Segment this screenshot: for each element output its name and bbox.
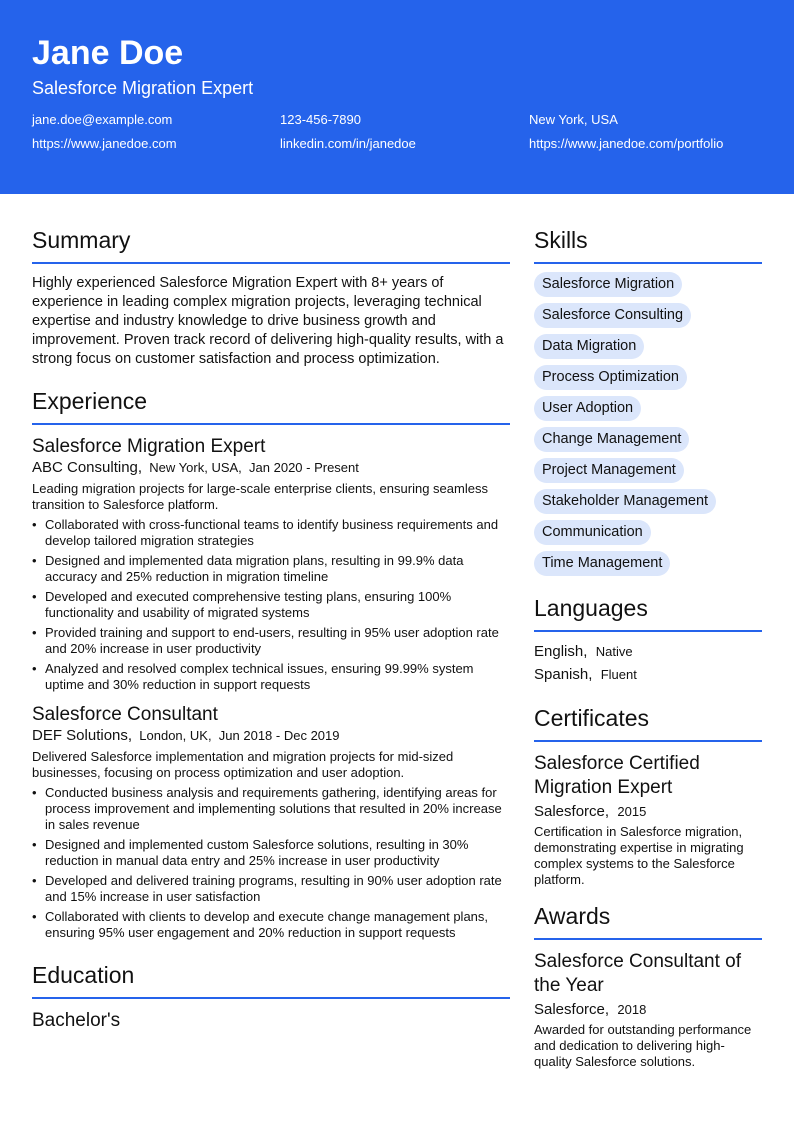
language-level: Native [595, 644, 633, 659]
award-meta [534, 1000, 762, 1020]
skills-list [534, 272, 762, 582]
job-entry [32, 703, 510, 941]
awards-heading: Awards [534, 902, 762, 940]
skill-tag: Project Management [534, 458, 684, 483]
job-company: ABC Consulting, [32, 459, 143, 476]
achievement-item: • Collaborated with clients to develop and execute change management plans, ensuring 95% user engagement and 20% reduction in support requests [32, 909, 510, 941]
award-year: 2018 [617, 1002, 647, 1017]
language-name: Spanish, [534, 666, 593, 683]
skills-heading: Skills [534, 226, 762, 264]
certificate-issuer: Salesforce, [534, 803, 610, 820]
resume-header [0, 0, 794, 194]
skill-tag: Process Optimization [534, 365, 687, 390]
portfolio-link[interactable]: https://www.janedoe.com/portfolio [529, 136, 724, 151]
experience-heading: Experience [32, 387, 510, 425]
achievement-item: • Provided training and support to end-users, resulting in 95% user adoption rate and 20% increase in user productivity [32, 625, 510, 657]
summary-heading: Summary [32, 226, 510, 264]
right-column [534, 194, 762, 1070]
languages-list [534, 640, 762, 686]
job-title: Salesforce Consultant [32, 704, 218, 725]
achievement-item: • Analyzed and resolved complex technical issues, ensuring 99.99% system uptime and 30% reduction in support requests [32, 661, 510, 693]
award-description: Awarded for outstanding performance and dedication to delivering high-quality Salesforce solutions. [534, 1022, 752, 1069]
linkedin-link[interactable]: linkedin.com/in/janedoe [280, 136, 416, 151]
language-item [534, 663, 762, 686]
award-entry [534, 950, 762, 1070]
website-link[interactable]: https://www.janedoe.com [32, 136, 177, 151]
skill-tag: Data Migration [534, 334, 644, 359]
language-level: Fluent [600, 667, 637, 682]
job-dates: Jun 2018 - Dec 2019 [218, 728, 340, 743]
education-heading: Education [32, 961, 510, 999]
job-description: Delivered Salesforce implementation and migration projects for mid-sized businesses, focusing on process optimization and user adoption. [32, 749, 454, 780]
achievement-item: • Conducted business analysis and requirements gathering, identifying areas for process improvement and implementing solutions that resulted in 20% increase in sales revenue [32, 785, 510, 833]
job-meta [32, 727, 510, 745]
award-name: Salesforce Consultant of the Year [534, 951, 742, 996]
achievement-item: • Designed and implemented data migration plans, resulting in 99.9% data accuracy and 25% reduction in migration timeline [32, 553, 510, 585]
email-link[interactable]: jane.doe@example.com [32, 112, 173, 127]
certificate-description: Certification in Salesforce migration, demonstrating expertise in migrating complex systems to the Salesforce platform. [534, 824, 744, 887]
achievement-item: • Collaborated with cross-functional teams to identify business requirements and develop tailored migration strategies [32, 517, 510, 549]
skill-tag: Stakeholder Management [534, 489, 716, 514]
job-achievements [32, 517, 510, 693]
job-entry [32, 435, 510, 693]
contact-info [32, 112, 762, 152]
skill-tag: Time Management [534, 551, 670, 576]
job-location: New York, USA, [149, 460, 242, 475]
certificate-entry [534, 752, 762, 888]
candidate-role: Salesforce Migration Expert [32, 78, 254, 98]
left-column [32, 194, 510, 1070]
phone-number: 123-456-7890 [280, 112, 361, 127]
certificate-name: Salesforce Certified Migration Expert [534, 753, 700, 798]
skill-tag: Communication [534, 520, 651, 545]
skill-tag: Change Management [534, 427, 689, 452]
achievement-item: • Designed and implemented custom Salesforce solutions, resulting in 30% reduction in manual data entry and 25% increase in user productivity [32, 837, 510, 869]
job-achievements [32, 785, 510, 941]
achievement-item: • Developed and executed comprehensive testing plans, ensuring 100% functionality and usability of migrated systems [32, 589, 510, 621]
job-location: London, UK, [139, 728, 212, 743]
languages-heading: Languages [534, 594, 762, 632]
skill-tag: Salesforce Consulting [534, 303, 691, 328]
certificate-meta [534, 802, 762, 822]
achievement-item: • Developed and delivered training programs, resulting in 90% user adoption rate and 15% increase in user satisfaction [32, 873, 510, 905]
award-issuer: Salesforce, [534, 1001, 610, 1018]
location: New York, USA [529, 112, 618, 127]
skill-tag: User Adoption [534, 396, 641, 421]
job-dates: Jan 2020 - Present [249, 460, 359, 475]
certificate-year: 2015 [617, 804, 647, 819]
resume-body [0, 194, 794, 1070]
candidate-name: Jane Doe [32, 34, 184, 72]
education-degree: Bachelor's [32, 1010, 121, 1031]
language-name: English, [534, 643, 588, 660]
summary-text: Highly experienced Salesforce Migration Expert with 8+ years of experience in leading complex migration projects, leveraging technical expertise and industry knowledge to drive business growth and improvement. Proven track record of delivering high-quality results, with a strong focus on customer satisfaction and process optimization. [32, 275, 504, 367]
job-company: DEF Solutions, [32, 727, 133, 744]
job-description: Leading migration projects for large-scale enterprise clients, ensuring seamless transition to Salesforce platform. [32, 481, 488, 512]
language-item [534, 640, 762, 663]
job-meta [32, 459, 510, 477]
skill-tag: Salesforce Migration [534, 272, 682, 297]
job-title: Salesforce Migration Expert [32, 436, 266, 457]
certificates-heading: Certificates [534, 704, 762, 742]
